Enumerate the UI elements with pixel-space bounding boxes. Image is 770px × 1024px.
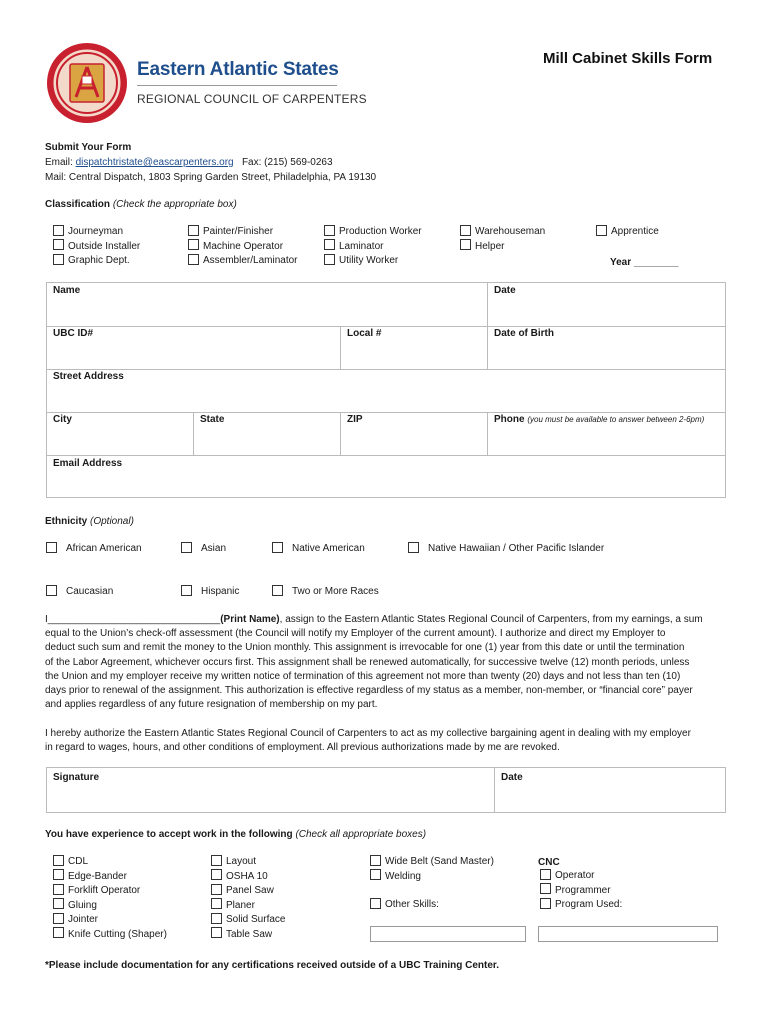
checkbox[interactable] [324, 225, 335, 236]
ethnicity-caucasian[interactable] [46, 585, 113, 600]
class-option-warehouseman[interactable] [460, 225, 545, 240]
grid-divider [47, 412, 725, 413]
checkbox[interactable] [211, 855, 222, 866]
ethnicity-hint: (Optional) [90, 516, 134, 527]
assignment-line: days prior to renewal of the assignment. This authorization is effective regardless of my status as a member, non-member, or “financial core” payer [45, 685, 693, 697]
form-title: Mill Cabinet Skills Form [543, 50, 713, 67]
experience-col-2 [211, 855, 285, 942]
phone-field[interactable] [494, 414, 704, 425]
org-subtitle: REGIONAL COUNCIL OF CARPENTERS [137, 92, 367, 106]
experience-hint: (Check all appropriate boxes) [295, 829, 427, 840]
grid-divider [193, 412, 194, 455]
ethnicity-heading [45, 514, 134, 529]
classification-hint: (Check the appropriate box) [112, 199, 237, 210]
name-field[interactable]: Name [53, 285, 81, 296]
option-label: Gluing [68, 899, 97, 911]
checkbox[interactable] [188, 225, 199, 236]
signature-date-field[interactable]: Date [501, 772, 523, 783]
submit-email-line [45, 155, 376, 170]
option-label: Laminator [339, 240, 384, 252]
assignment-line: and applies regardless of any future resignation of membership on my part. [45, 699, 378, 711]
phone-label: Phone [494, 414, 525, 425]
classification-label: Classification [45, 199, 111, 210]
ethnicity-asian[interactable] [181, 542, 226, 557]
grid-divider [487, 412, 488, 455]
option-label: Assembler/Laminator [203, 255, 298, 266]
cnc-options [540, 869, 622, 913]
option-label: Machine Operator [203, 240, 284, 252]
skill-gluing[interactable] [53, 899, 167, 914]
ethnicity-label: Ethnicity [45, 516, 88, 527]
checkbox[interactable] [211, 869, 222, 880]
grid-divider [340, 326, 341, 369]
option-label: Native Hawaiian / Other Pacific Islander [428, 543, 605, 554]
class-option-laminator[interactable] [324, 240, 422, 255]
grid-divider [487, 283, 488, 369]
skill-solid-surface[interactable] [211, 913, 285, 928]
assignment-line: deduct such sum and remit the money to the Union monthly. This assignment is irrevocable for one (1) year from this date or until the termination [45, 642, 685, 654]
checkbox[interactable] [53, 927, 64, 938]
skill-knife-cutting[interactable] [53, 928, 167, 943]
checkbox[interactable] [53, 913, 64, 924]
checkbox[interactable] [460, 239, 471, 250]
skill-osha-10[interactable] [211, 870, 285, 885]
option-label: Jointer [68, 914, 99, 925]
grid-divider [47, 455, 725, 456]
option-label: Edge-Bander [68, 870, 127, 882]
checkbox[interactable] [370, 869, 381, 880]
assignment-first-line [45, 613, 735, 627]
option-label: African American [66, 543, 142, 554]
checkbox[interactable] [324, 254, 335, 265]
cnc-programmer[interactable] [540, 884, 622, 899]
checkbox[interactable] [540, 883, 551, 894]
assignment-line: of the Labor Agreement, whichever occurs first. This assignment shall be renewed automatically, for successive twelve (12) month periods, unless [45, 656, 690, 668]
checkbox[interactable] [370, 855, 381, 866]
skill-welding[interactable] [370, 870, 494, 885]
class-option-outside-installer[interactable] [53, 240, 140, 255]
ethnicity-two-or-more[interactable] [272, 585, 379, 600]
option-label: Warehouseman [475, 226, 546, 237]
skill-table-saw[interactable] [211, 928, 285, 943]
local-number-field[interactable]: Local # [347, 328, 382, 339]
mail-address: Mail: Central Dispatch, 1803 Spring Garden Street, Philadelphia, PA 19130 [45, 172, 377, 183]
checkbox[interactable] [53, 254, 64, 265]
cnc-program-used[interactable] [540, 898, 622, 913]
option-label: Solid Surface [226, 914, 286, 925]
option-label: Wide Belt (Sand Master) [385, 856, 494, 867]
apprentice-year-field[interactable]: Year ________ [610, 257, 679, 268]
option-label: Planer [226, 899, 255, 911]
checkbox[interactable] [181, 542, 192, 553]
option-label: Knife Cutting (Shaper) [68, 928, 167, 940]
checkbox[interactable] [211, 927, 222, 938]
org-name: Eastern Atlantic States [137, 59, 339, 80]
submit-title: Submit Your Form [45, 142, 132, 153]
signature-field[interactable]: Signature [53, 772, 100, 783]
classification-col-4 [460, 225, 545, 254]
checkbox[interactable] [272, 542, 283, 553]
skill-planer[interactable] [211, 899, 285, 914]
program-used-input[interactable] [538, 926, 718, 942]
authorization-line: in regard to wages, hours, and other conditions of employment. All previous authorizations made by me are revoked. [45, 742, 560, 754]
checkbox[interactable] [324, 239, 335, 250]
skill-edge-bander[interactable] [53, 870, 167, 885]
option-label: Table Saw [226, 928, 273, 940]
union-seal-logo [46, 42, 128, 124]
assignment-text: , assign to the Eastern Atlantic States Regional Council of Carpenters, from my earnings, a sum [279, 614, 703, 625]
date-of-birth-field[interactable]: Date of Birth [494, 328, 554, 339]
skill-wide-belt[interactable] [370, 855, 494, 870]
cnc-operator[interactable] [540, 869, 622, 884]
classification-heading [45, 197, 237, 212]
class-option-machine-operator[interactable] [188, 240, 297, 255]
option-label: Layout [226, 856, 257, 867]
checkbox[interactable] [181, 585, 192, 596]
assignment-line: equal to the Union’s check-off assessment (the Council will notify my Employer of the current amount). I authorize and direct my Employer to [45, 628, 666, 640]
option-label: Programmer [555, 884, 611, 896]
email-label: Email: [45, 157, 73, 168]
option-label: Asian [201, 543, 227, 554]
grid-divider [340, 412, 341, 455]
ethnicity-native-hawaiian[interactable] [408, 542, 604, 557]
fax-text: Fax: (215) 569-0263 [241, 157, 333, 168]
grid-divider [47, 369, 725, 370]
checkbox[interactable] [53, 855, 64, 866]
option-label: Two or More Races [292, 586, 379, 597]
checkbox[interactable] [211, 898, 222, 909]
signature-box [46, 767, 726, 813]
ubc-id-field[interactable]: UBC ID# [53, 328, 94, 339]
email-address-field[interactable]: Email Address [53, 458, 123, 469]
option-label: Native American [292, 543, 365, 554]
classification-col-2 [188, 225, 297, 269]
checkbox[interactable] [540, 898, 551, 909]
cnc-title: CNC [538, 857, 560, 868]
print-name-blank[interactable]: I_______________________________ [45, 614, 221, 625]
state-field[interactable]: State [200, 414, 225, 425]
checkbox[interactable] [596, 225, 607, 236]
checkbox[interactable] [46, 542, 57, 553]
option-label: Production Worker [339, 226, 422, 237]
dues-assignment-paragraph [45, 613, 735, 712]
checkbox[interactable] [211, 913, 222, 924]
checkbox[interactable] [211, 884, 222, 895]
experience-label: You have experience to accept work in the following [45, 829, 293, 840]
applicant-info-grid [46, 282, 726, 498]
option-label: Forklift Operator [68, 885, 141, 896]
experience-col-1 [53, 855, 167, 942]
dispatch-email-link[interactable]: dispatchtristate@eascarpenters.org [75, 157, 234, 168]
ethnicity-hispanic[interactable] [181, 585, 239, 600]
option-label: Helper [475, 240, 505, 252]
checkbox[interactable] [53, 239, 64, 250]
class-option-painter-finisher[interactable] [188, 225, 297, 240]
class-option-utility-worker[interactable] [324, 254, 422, 269]
option-label: Graphic Dept. [68, 255, 130, 266]
checkbox[interactable] [460, 225, 471, 236]
city-field[interactable]: City [53, 414, 72, 425]
checkbox[interactable] [53, 869, 64, 880]
option-label: Welding [385, 870, 421, 882]
assignment-line: the Union and my employer receive my written notice of termination of this agreement not more than twenty (20) days and not less than ten (10) [45, 670, 681, 682]
checkbox[interactable] [53, 225, 64, 236]
authorization-line: I hereby authorize the Eastern Atlantic States Regional Council of Carpenters to act as my collective bargaining agent in dealing with my employer [45, 728, 691, 739]
option-label: Program Used: [555, 899, 623, 910]
checkbox[interactable] [540, 869, 551, 880]
option-label: Panel Saw [226, 885, 274, 896]
grid-divider [47, 326, 725, 327]
class-option-production-worker[interactable] [324, 225, 422, 240]
grid-divider [494, 768, 495, 812]
classification-col-5 [596, 225, 659, 240]
checkbox[interactable] [408, 542, 419, 553]
skill-cdl[interactable] [53, 855, 167, 870]
checkbox[interactable] [370, 898, 381, 909]
checkbox[interactable] [46, 585, 57, 596]
option-label: Hispanic [201, 586, 240, 597]
print-name-label: (Print Name) [220, 614, 280, 625]
class-option-graphic-dept[interactable] [53, 254, 140, 269]
other-skills-input[interactable] [370, 926, 526, 942]
option-label: Caucasian [66, 586, 114, 597]
checkbox[interactable] [53, 898, 64, 909]
class-option-helper[interactable] [460, 240, 545, 255]
option-label: Utility Worker [339, 255, 399, 266]
submit-section [45, 140, 376, 185]
ethnicity-african-american[interactable] [46, 542, 142, 557]
checkbox[interactable] [188, 239, 199, 250]
option-label: CDL [68, 856, 89, 867]
experience-heading [45, 827, 426, 842]
ethnicity-native-american[interactable] [272, 542, 365, 557]
skill-forklift-operator[interactable] [53, 884, 167, 899]
class-option-apprentice[interactable] [596, 225, 659, 240]
option-label: OSHA 10 [226, 870, 268, 882]
skill-layout[interactable] [211, 855, 285, 870]
experience-col-3 [370, 855, 494, 884]
option-label: Apprentice [611, 226, 659, 237]
phone-hint: (you must be available to answer between 2-6pm) [527, 415, 705, 424]
checkbox[interactable] [188, 254, 199, 265]
skill-panel-saw[interactable] [211, 884, 285, 899]
certification-footnote: *Please include documentation for any certifications received outside of a UBC Training Center. [45, 960, 499, 971]
class-option-journeyman[interactable] [53, 225, 140, 240]
option-label: Other Skills: [385, 899, 439, 910]
option-label: Journeyman [68, 226, 124, 237]
option-label: Operator [555, 870, 595, 881]
skill-other[interactable] [370, 898, 439, 913]
classification-col-3 [324, 225, 422, 269]
date-field[interactable]: Date [494, 285, 516, 296]
zip-field[interactable]: ZIP [347, 414, 363, 425]
street-address-field[interactable]: Street Address [53, 371, 124, 382]
option-label: Painter/Finisher [203, 226, 274, 237]
org-divider [137, 85, 337, 86]
class-option-assembler-laminator[interactable] [188, 254, 297, 269]
checkbox[interactable] [272, 585, 283, 596]
skill-jointer[interactable] [53, 913, 167, 928]
option-label: Outside Installer [68, 240, 141, 252]
authorization-paragraph [45, 727, 735, 755]
classification-col-1 [53, 225, 140, 269]
checkbox[interactable] [53, 884, 64, 895]
